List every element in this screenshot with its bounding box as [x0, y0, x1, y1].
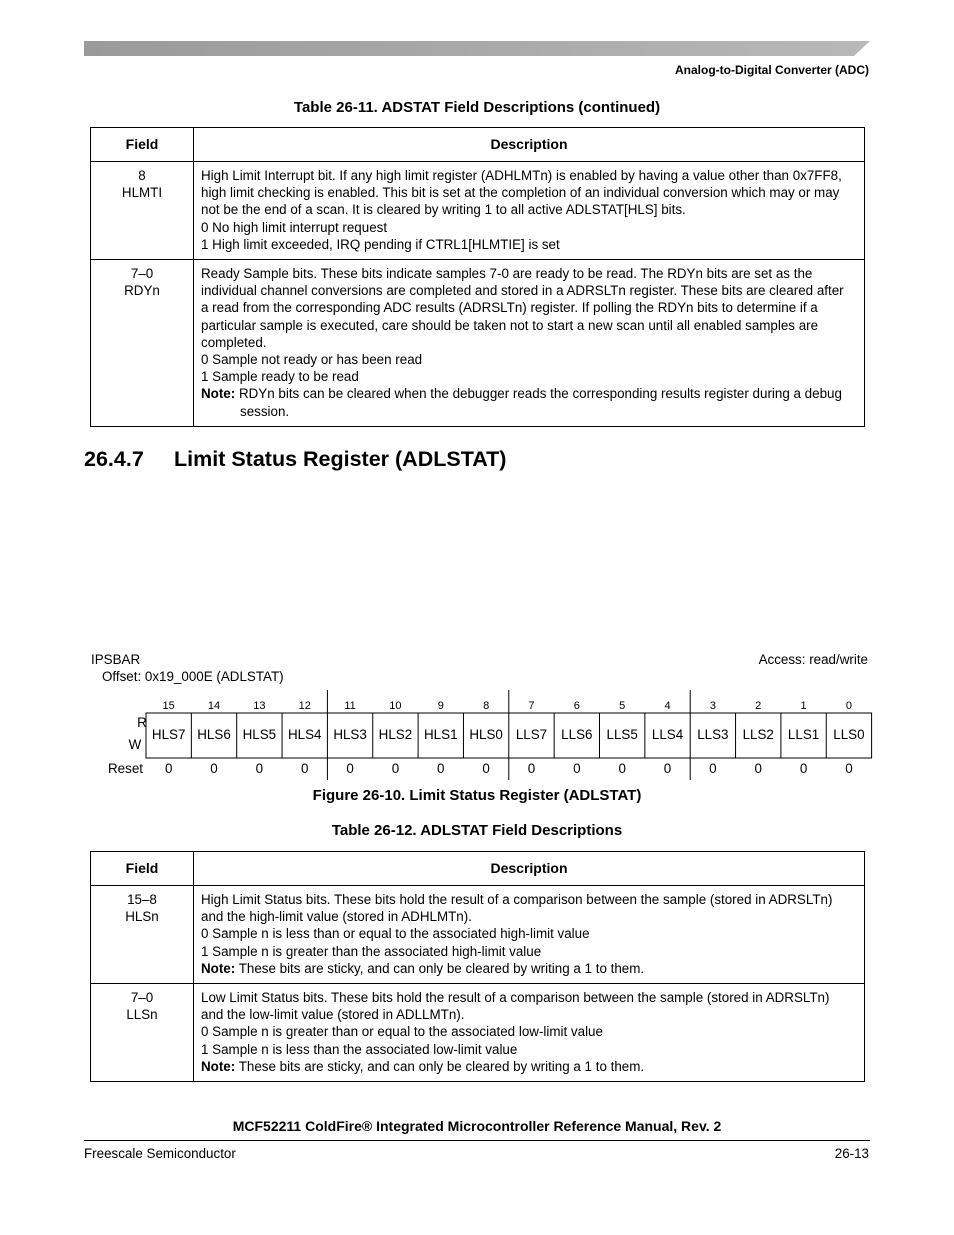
reset-value: 0: [482, 761, 490, 776]
bit-field: LLS6: [561, 727, 593, 742]
desc-line: high limit checking is enabled. This bit is set at the completion of an individual conversion which may or may: [201, 185, 840, 201]
bit-field: HLS0: [469, 727, 503, 742]
table-caption: Table 26-11. ADSTAT Field Descriptions (continued): [293, 99, 661, 116]
bit-number: 8: [483, 700, 490, 712]
table-row: [91, 260, 865, 427]
bit-field: LLS1: [787, 727, 820, 742]
field-bits: 7–0: [130, 990, 154, 1006]
header-bar: [84, 41, 870, 56]
reset-value: 0: [573, 761, 581, 776]
bit-field: LLS3: [697, 727, 729, 742]
note-text: RDYn bits can be cleared when the debugger reads the corresponding results register during a debug: [238, 386, 842, 402]
reset-value: 0: [437, 761, 445, 776]
bit-field: HLS4: [287, 727, 322, 742]
bit-field: HLS6: [197, 727, 231, 742]
table-caption: Table 26-12. ADLSTAT Field Descriptions: [331, 822, 623, 839]
bit-field: HLS2: [378, 727, 413, 742]
desc-line: and the high-limit value (stored in ADHLMTn).: [201, 909, 472, 925]
table-row: [91, 984, 865, 1082]
desc-line: 1 Sample n is less than the associated low-limit value: [201, 1041, 518, 1057]
desc-line: not be the end of a scan. It is cleared by writing 1 to all active ADLSTAT[HLS] bits.: [201, 202, 686, 218]
note: [201, 960, 858, 977]
bit-number: 4: [664, 700, 671, 712]
footer-company: Freescale Semiconductor: [84, 1146, 236, 1161]
reset-value: 0: [799, 761, 808, 776]
bit-number: 6: [573, 700, 580, 712]
write-label: W: [128, 737, 142, 752]
reset-value: 0: [164, 761, 173, 776]
note: [201, 385, 858, 402]
desc-line: 0 Sample n is greater than or equal to the associated low-limit value: [201, 1024, 603, 1040]
bit-number: 7: [528, 700, 535, 712]
field-bits: 7–0: [130, 266, 154, 282]
note-label: Note:: [201, 1058, 236, 1074]
desc-line: a read from the corresponding ADC results (ADRSLTn) register. If polling the RDYn bits to determine if a: [201, 300, 818, 316]
note-text: These bits are sticky, and can only be cleared by writing a 1 to them.: [238, 1058, 645, 1074]
bit-number: 1: [800, 700, 807, 712]
bit-number: 10: [389, 700, 402, 712]
reset-value: 0: [754, 761, 762, 776]
bit-field: LLS5: [606, 727, 638, 742]
bit-field: LLS2: [742, 727, 774, 742]
register-access: Access: read/write: [758, 652, 868, 667]
field-name: HLMTI: [121, 185, 163, 201]
field-bits: 8: [138, 168, 146, 183]
desc-line: 0 No high limit interrupt request: [201, 219, 388, 235]
desc-line: 0 Sample n is less than or equal to the associated high-limit value: [201, 926, 590, 942]
bit-number: 2: [755, 700, 762, 712]
note-label: Note:: [201, 386, 236, 402]
read-label: R: [137, 715, 147, 730]
desc-line: High Limit Interrupt bit. If any high limit register (ADHLMTn) is enabled by having a value other than 0x7FF8,: [201, 168, 842, 183]
bit-number: 9: [437, 700, 444, 712]
table-row: [91, 162, 865, 260]
running-header: Analog-to-Digital Converter (ADC): [675, 63, 869, 77]
column-header-field: Field: [91, 128, 194, 162]
field-description-table: [90, 851, 865, 1082]
register-offset: Offset: 0x19_000E (ADLSTAT): [102, 669, 284, 684]
desc-line: Ready Sample bits. These bits indicate samples 7-0 are ready to be read. The RDYn bits are set as the: [201, 266, 813, 282]
field-description-table: [90, 127, 865, 427]
section-heading: [84, 447, 506, 472]
bit-field: HLS1: [424, 727, 458, 742]
reset-value: 0: [300, 761, 309, 776]
desc-line: and the low-limit value (stored in ADLLMTn).: [201, 1007, 465, 1023]
desc-line: Low Limit Status bits. These bits hold the result of a comparison between the sample (stored in ADRSLTn): [201, 990, 830, 1006]
desc-line: 1 High limit exceeded, IRQ pending if CTRL1[HLMTIE] is set: [201, 236, 560, 252]
desc-line: individual channel conversions are completed and stored in a ADRSLTn register. These bits are cleared after: [201, 283, 844, 299]
figure-caption: Figure 26-10. Limit Status Register (ADLSTAT): [312, 787, 642, 804]
field-bits: 15–8: [127, 892, 157, 907]
column-header-description: Description: [194, 128, 865, 162]
reset-value: 0: [255, 761, 264, 776]
reset-value: 0: [618, 761, 626, 776]
note-continuation: session.: [240, 403, 290, 419]
note: [201, 1058, 858, 1075]
reset-label: Reset: [108, 761, 143, 776]
manual-title: MCF52211 ColdFire® Integrated Microcontroller Reference Manual, Rev. 2: [232, 1118, 722, 1134]
page-number: 26-13: [834, 1146, 869, 1161]
note-label: Note:: [201, 960, 236, 976]
register-bit-diagram: [0, 690, 954, 785]
bit-field: LLS4: [651, 727, 684, 742]
section-title: Limit Status Register (ADLSTAT): [174, 447, 507, 471]
field-name: LLSn: [126, 1007, 158, 1023]
reset-value: 0: [663, 761, 672, 776]
column-header-field: Field: [91, 852, 194, 886]
bit-field: HLS7: [151, 727, 186, 742]
bit-number: 14: [207, 700, 221, 712]
reset-value: 0: [391, 761, 400, 776]
field-name: RDYn: [124, 283, 160, 299]
bit-number: 5: [619, 700, 626, 712]
desc-line: High Limit Status bits. These bits hold the result of a comparison between the sample (stored in ADRSLTn): [201, 892, 833, 907]
bit-number: 13: [253, 700, 266, 712]
bit-number: 12: [298, 700, 311, 712]
reset-value: 0: [210, 761, 218, 776]
reset-value: 0: [709, 761, 717, 776]
desc-line: 1 Sample n is greater than the associated high-limit value: [201, 943, 542, 959]
reset-value: 0: [527, 761, 536, 776]
table-row: [91, 886, 865, 984]
column-header-description: Description: [194, 852, 865, 886]
field-name: HLSn: [125, 909, 159, 925]
footer-divider: [84, 1140, 870, 1141]
section-number: 26.4.7: [84, 447, 144, 471]
bit-number: 15: [162, 700, 175, 712]
note-text: These bits are sticky, and can only be cleared by writing a 1 to them.: [238, 960, 645, 976]
desc-line: 1 Sample ready to be read: [201, 369, 359, 385]
reset-value: 0: [845, 761, 853, 776]
reset-value: 0: [346, 761, 354, 776]
bit-number: 0: [845, 700, 852, 712]
bit-field: LLS0: [833, 727, 865, 742]
desc-line: 0 Sample not ready or has been read: [201, 352, 423, 368]
bit-field: HLS5: [242, 727, 277, 742]
desc-line: particular sample is executed, care should be taken not to start a new scan until all enabled samples are: [201, 317, 819, 333]
bit-field: LLS7: [515, 727, 548, 742]
bit-field: HLS3: [333, 727, 367, 742]
bit-number: 3: [709, 700, 716, 712]
desc-line: completed.: [201, 334, 267, 350]
register-base: IPSBAR: [91, 652, 141, 667]
bit-number: 11: [344, 700, 356, 712]
